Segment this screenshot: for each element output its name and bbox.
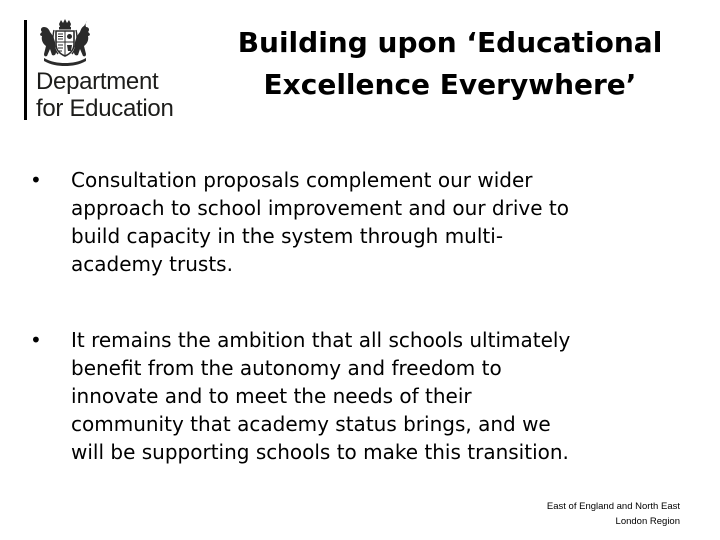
bullet-item <box>30 326 690 466</box>
bullet-line: innovate and to meet the needs of their <box>71 384 472 408</box>
bullet-line: academy trusts. <box>71 252 233 276</box>
logo-line-1: Department <box>36 68 159 95</box>
logo-divider <box>24 20 27 120</box>
royal-coat-of-arms-icon <box>36 18 94 66</box>
dfe-logo <box>24 18 214 124</box>
bullet-line: community that academy status brings, and we <box>71 412 551 436</box>
logo-wordmark <box>36 68 174 122</box>
footer-line-1: East of England and North East <box>546 501 680 512</box>
bullet-marker: • <box>30 168 42 192</box>
slide-title <box>215 22 685 106</box>
bullet-line: build capacity in the system through multi- <box>71 224 504 248</box>
bullet-line: It remains the ambition that all schools ultimately <box>71 328 571 352</box>
bullet-line: approach to school improvement and our drive to <box>71 196 569 220</box>
logo-line-2: for Education <box>36 95 174 122</box>
slide-title-line-1: Building upon ‘Educational <box>237 26 663 59</box>
bullet-item <box>30 166 690 278</box>
footer-line-2: London Region <box>615 516 680 527</box>
bullet-list <box>30 166 690 466</box>
bullet-line: will be supporting schools to make this transition. <box>71 440 569 464</box>
slide-title-line-2: Excellence Everywhere’ <box>263 68 637 101</box>
bullet-marker: • <box>30 328 42 352</box>
bullet-line: Consultation proposals complement our wider <box>71 168 533 192</box>
slide-footer <box>547 499 680 529</box>
bullet-line: benefit from the autonomy and freedom to <box>71 356 502 380</box>
